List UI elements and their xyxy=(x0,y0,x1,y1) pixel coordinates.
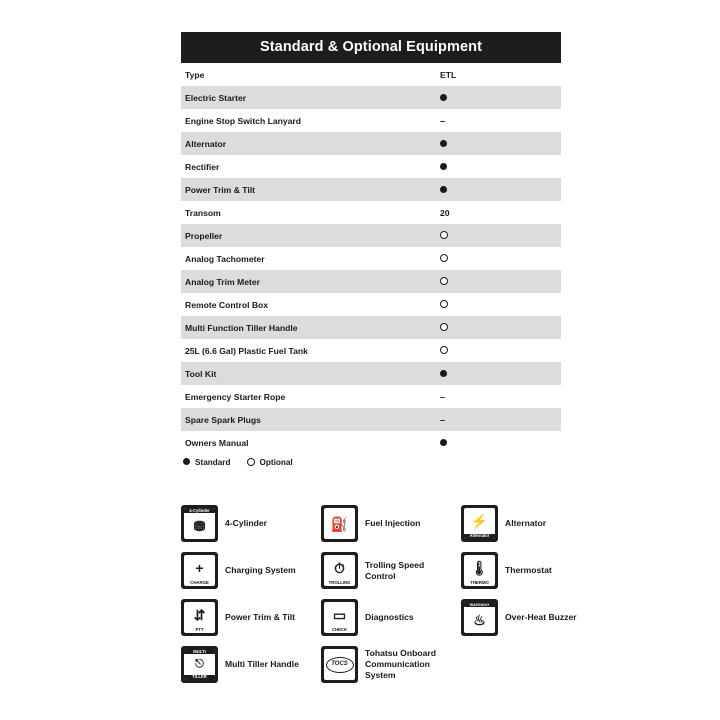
row-label: Analog Trim Meter xyxy=(185,276,260,287)
row-label: Analog Tachometer xyxy=(185,253,265,264)
feature-item xyxy=(461,547,601,594)
tocs-wordmark: TOCS xyxy=(326,657,354,673)
four-cylinder-icon xyxy=(181,505,218,542)
row-value xyxy=(440,362,561,385)
feature-icon-grid xyxy=(181,500,601,688)
multi-tiller-handle-icon xyxy=(181,646,218,683)
feature-label: Fuel Injection xyxy=(365,518,421,529)
buzzer-glyph: ♨ xyxy=(473,611,486,628)
table-row xyxy=(181,155,561,178)
row-label: Remote Control Box xyxy=(185,299,269,310)
row-label: Owners Manual xyxy=(185,437,249,448)
power-trim-tilt-icon xyxy=(181,599,218,636)
diagnostics-icon-caption: CHECK xyxy=(331,627,348,633)
row-label: Electric Starter xyxy=(185,92,247,103)
dash-mark: – xyxy=(440,391,446,402)
table-row xyxy=(181,293,561,316)
alternator-icon xyxy=(461,505,498,542)
table-row xyxy=(181,201,561,224)
table-row xyxy=(181,408,561,431)
filled-dot-icon xyxy=(183,458,190,465)
table-row xyxy=(181,270,561,293)
tiller-glyph: ⎋ xyxy=(195,658,204,670)
table-row xyxy=(181,385,561,408)
row-label: Multi Function Tiller Handle xyxy=(185,322,298,333)
dash-mark: – xyxy=(440,115,446,126)
row-value xyxy=(440,431,561,454)
row-label: Alternator xyxy=(185,138,227,149)
feature-label: Diagnostics xyxy=(365,612,414,623)
trolling-speed-control-icon-inner xyxy=(324,555,355,586)
row-value xyxy=(440,385,561,408)
feature-item xyxy=(181,500,321,547)
feature-item xyxy=(461,500,601,547)
thermostat-icon xyxy=(461,552,498,589)
over-heat-buzzer-icon-inner xyxy=(464,602,495,633)
open-dot-icon xyxy=(440,346,448,354)
filled-dot-icon xyxy=(440,94,447,101)
feature-item xyxy=(181,641,321,688)
row-value xyxy=(440,270,561,293)
row-label: Tool Kit xyxy=(185,368,217,379)
equipment-table xyxy=(181,32,561,454)
alternator-icon-inner xyxy=(464,508,495,539)
alternator-icon-caption: Alternator xyxy=(464,534,495,539)
row-label: Spare Spark Plugs xyxy=(185,414,261,425)
row-label: Emergency Starter Rope xyxy=(185,391,286,402)
feature-label: Thermostat xyxy=(505,565,552,576)
feature-item xyxy=(461,594,601,641)
filled-dot-icon xyxy=(440,370,447,377)
feature-item xyxy=(321,547,461,594)
table-row xyxy=(181,362,561,385)
multi-tiller-handle-icon-inner xyxy=(184,649,215,680)
row-value xyxy=(440,224,561,247)
row-label: Rectifier xyxy=(185,161,220,172)
four-cylinder-icon-caption: 4-Cylinder xyxy=(184,508,215,513)
dash-mark: – xyxy=(440,414,446,425)
over-heat-buzzer-icon xyxy=(461,599,498,636)
row-value xyxy=(440,408,561,431)
row-label: Transom xyxy=(185,207,221,218)
open-dot-icon xyxy=(440,254,448,262)
feature-item xyxy=(181,594,321,641)
table-title: Standard & Optional Equipment xyxy=(181,32,561,63)
trolling-speed-control-icon-caption: TROLLING xyxy=(328,580,351,586)
diagnostics-icon-glyph: ▭ xyxy=(332,607,347,624)
table-row xyxy=(181,339,561,362)
power-trim-tilt-icon-inner xyxy=(184,602,215,633)
table-row xyxy=(181,247,561,270)
feature-item xyxy=(321,641,461,688)
row-value xyxy=(440,178,561,201)
row-value xyxy=(440,293,561,316)
row-value: ETL xyxy=(440,69,457,80)
multi-band-label: MULTI xyxy=(184,649,215,654)
row-value xyxy=(440,316,561,339)
power-trim-tilt-icon-glyph: ⇵ xyxy=(193,607,206,624)
feature-label: Alternator xyxy=(505,518,547,529)
filled-dot-icon xyxy=(440,140,447,147)
feature-item xyxy=(181,547,321,594)
alternator-icon-glyph: ⚡ xyxy=(470,512,489,529)
table-row xyxy=(181,86,561,109)
table-row xyxy=(181,63,561,86)
open-dot-icon xyxy=(440,300,448,308)
feature-item xyxy=(321,594,461,641)
open-dot-icon xyxy=(440,323,448,331)
row-value xyxy=(440,132,561,155)
table-row xyxy=(181,224,561,247)
thermostat-icon-glyph: 🌡 xyxy=(470,560,489,577)
row-label: Type xyxy=(185,69,205,80)
trolling-speed-control-icon xyxy=(321,552,358,589)
thermostat-icon-caption: THERMO xyxy=(470,580,489,586)
legend-optional-label: Optional xyxy=(259,458,293,467)
feature-label: Multi Tiller Handle xyxy=(225,659,299,670)
power-trim-tilt-icon-caption: PTT xyxy=(195,627,204,633)
row-value xyxy=(440,339,561,362)
feature-item xyxy=(321,500,461,547)
legend xyxy=(183,458,293,467)
open-dot-icon xyxy=(440,231,448,239)
charging-system-icon-caption: CHARGE xyxy=(190,580,209,586)
row-value xyxy=(440,155,561,178)
table-row xyxy=(181,109,561,132)
row-label: Power Trim & Tilt xyxy=(185,184,256,195)
charging-system-icon-inner xyxy=(184,555,215,586)
filled-dot-icon xyxy=(440,163,447,170)
legend-standard xyxy=(183,458,231,467)
feature-label: Charging System xyxy=(225,565,296,576)
filled-dot-icon xyxy=(440,439,447,446)
table-row xyxy=(181,316,561,339)
table-body xyxy=(181,63,561,454)
fuel-injection-icon xyxy=(321,505,358,542)
table-row xyxy=(181,132,561,155)
feature-label: 4-Cylinder xyxy=(225,518,268,529)
row-label: 25L (6.6 Gal) Plastic Fuel Tank xyxy=(185,345,308,356)
feature-label: Power Trim & Tilt xyxy=(225,612,296,623)
diagnostics-icon xyxy=(321,599,358,636)
tocs-icon xyxy=(321,646,358,683)
tiller-band-label: TILLER xyxy=(184,675,215,680)
legend-optional xyxy=(247,458,293,467)
four-cylinder-icon-glyph: ⛃ xyxy=(193,518,206,535)
row-label: Propeller xyxy=(185,230,223,241)
row-label: Engine Stop Switch Lanyard xyxy=(185,115,302,126)
row-value: 20 xyxy=(440,207,450,218)
row-value xyxy=(440,86,561,109)
filled-dot-icon xyxy=(440,186,447,193)
warning-band-label: WARNING xyxy=(464,602,495,607)
open-dot-icon xyxy=(247,458,255,466)
feature-label: Trolling Speed Control xyxy=(365,559,425,581)
fuel-injection-icon-glyph: ⛽ xyxy=(330,515,349,532)
table-row xyxy=(181,178,561,201)
thermostat-icon-inner xyxy=(464,555,495,586)
trolling-speed-control-icon-glyph: ⏱ xyxy=(334,560,345,577)
fuel-injection-icon-inner xyxy=(324,508,355,539)
row-value xyxy=(440,109,561,132)
legend-standard-label: Standard xyxy=(195,458,231,467)
charging-system-icon-glyph: + xyxy=(195,560,204,577)
row-value xyxy=(440,247,561,270)
open-dot-icon xyxy=(440,277,448,285)
feature-label: Tohatsu Onboard Communication System xyxy=(365,648,436,680)
charging-system-icon xyxy=(181,552,218,589)
diagnostics-icon-inner xyxy=(324,602,355,633)
tocs-icon-inner xyxy=(324,649,355,680)
four-cylinder-icon-inner xyxy=(184,508,215,539)
table-row xyxy=(181,431,561,454)
feature-label: Over-Heat Buzzer xyxy=(505,612,577,623)
